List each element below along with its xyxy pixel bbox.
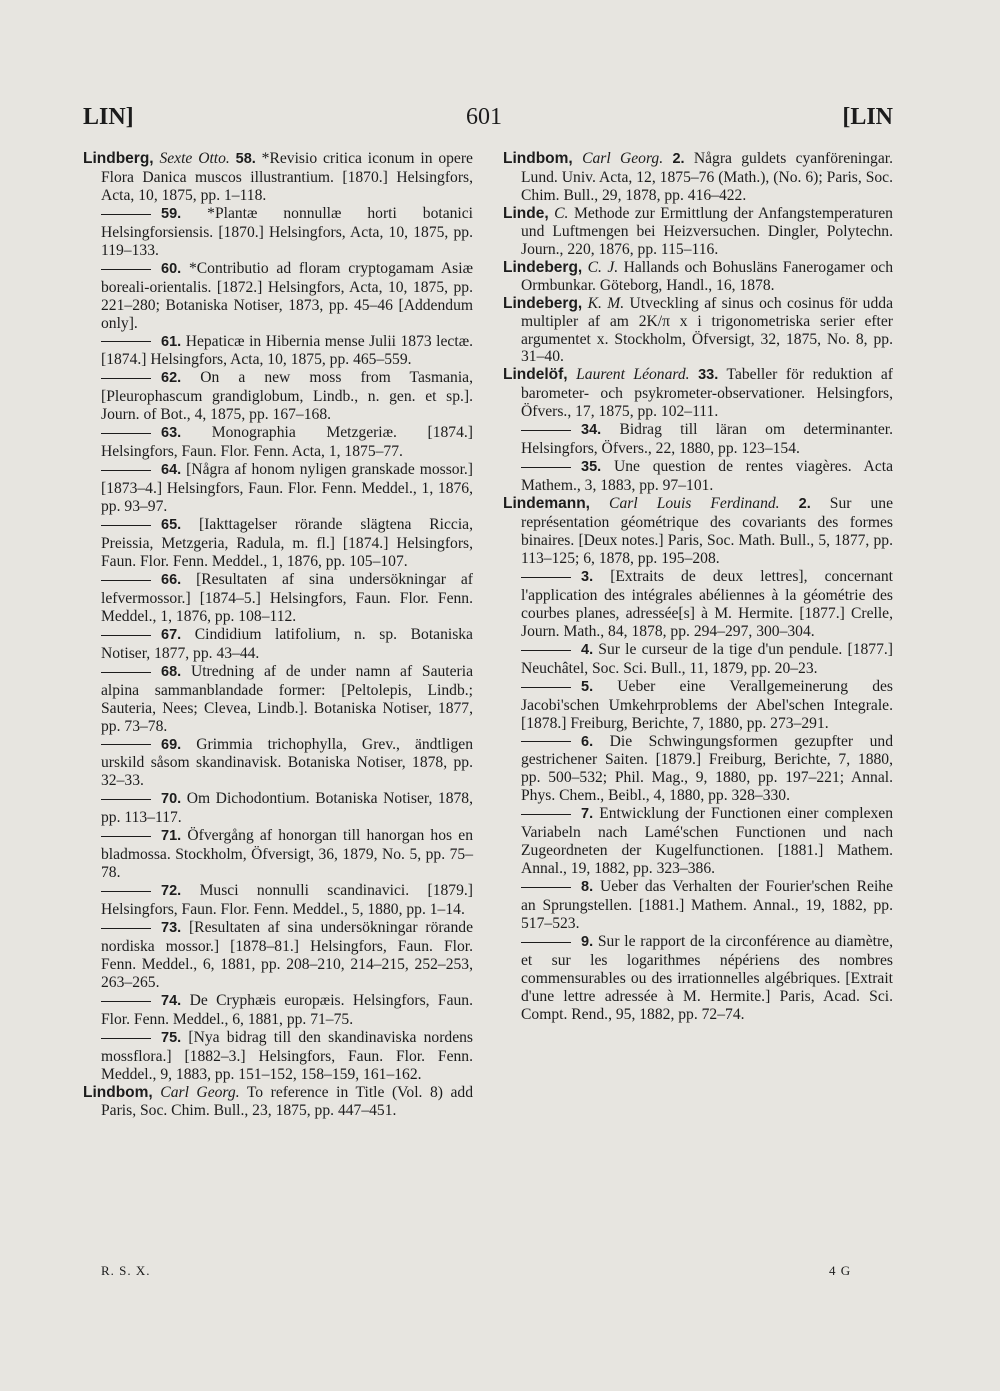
entry-text: *Revisio critica iconum in opere Flora Danica muscos illustrantium. [1870.] Helsingfors, Acta, 10, 1875, pp. 1–118. bbox=[101, 150, 473, 204]
ditto-rule bbox=[521, 430, 571, 431]
running-head-right: [LIN bbox=[842, 104, 893, 130]
author-surname: Lindeberg, bbox=[503, 258, 583, 276]
entry-number: 70. bbox=[161, 791, 182, 808]
author-entry bbox=[503, 259, 893, 295]
entry-number: 62. bbox=[161, 370, 182, 387]
entry-text: Ueber eine Verallgemeinerung des Jacobi'schen Umkehrproblems der Abel'schen Integrale. [1878.] Freiburg, Berichte, 7, 1880, pp. 273–291. bbox=[521, 677, 893, 732]
continuation-entry bbox=[83, 260, 473, 333]
entry-text: [Resultaten af sina undersökningar af lefvermossor.] [1874–5.] Helsingfors, Faun. Flor. Fenn. Meddel., 1, 1876, pp. 108–112. bbox=[101, 570, 473, 625]
entry-text: [Extraits de deux lettres], concernant l'application des intégrales abéliennes à la géométrie des courbes planes, adressée[s] à M. Hermite. [1877.] Crelle, Journ. Math., 84, 1878, pp. 294–297, 300–304. bbox=[521, 567, 893, 640]
ditto-rule bbox=[101, 580, 151, 581]
ditto-rule bbox=[521, 687, 571, 688]
continuation-entry bbox=[83, 461, 473, 516]
author-surname: Lindbom, bbox=[83, 1083, 153, 1101]
entry-text: Methode zur Ermittlung der Anfangstemperaturen und Luftmengen bei Heizversuchen. Dingler, Polytechn. Journ., 220, 1876, pp. 115–116. bbox=[521, 204, 893, 258]
continuation-entry bbox=[83, 919, 473, 992]
entry-number: 3. bbox=[581, 568, 594, 585]
gathering-mark: 4 G bbox=[829, 1263, 852, 1278]
entry-number: 7. bbox=[581, 806, 594, 823]
ditto-rule bbox=[101, 799, 151, 800]
entry-number: 67. bbox=[161, 626, 182, 643]
continuation-entry bbox=[83, 571, 473, 626]
continuation-entry bbox=[503, 678, 893, 733]
entry-text: On a new moss from Tasmania, [Pleurophascum grandiglobum, Lindb., n. gen. et sp.]. Journ. of Bot., 4, 1875, pp. 167–168. bbox=[101, 369, 473, 424]
author-entry bbox=[503, 150, 893, 205]
continuation-entry bbox=[83, 992, 473, 1029]
entry-number: 58. bbox=[235, 151, 256, 167]
entry-text: Die Schwingungsformen gezupfter und gestrichener Saiten. [1879.] Freiburg, Berichte, 7, 1880, pp. 500–532; Phil. Mag., 9, 1880, pp. 197–221; Annal. Phys. Chem., Beibl., 4, 1880, pp. 328–330. bbox=[521, 732, 893, 805]
ditto-rule bbox=[101, 928, 151, 929]
entry-text: Hallands och Bohusläns Fanerogamer och Ormbunkar. Göteborg, Handl., 16, 1878. bbox=[521, 258, 893, 294]
author-entry bbox=[83, 1084, 473, 1120]
entry-text: Sur le rapport de la circonférence au diamètre, et sur les logarithmes népériens des nombres commensurables ou des irrationnelles algébriques. [Extrait d'une lettre adressée à M. Hermite.] Paris, Acad. Sci. Compt. Rend., 95, 1882, pp. 72–74. bbox=[521, 932, 893, 1023]
continuation-entry bbox=[83, 369, 473, 424]
author-surname: Lindemann, bbox=[503, 495, 590, 513]
continuation-entry bbox=[83, 663, 473, 736]
signature-mark: R. S. X. bbox=[101, 1263, 151, 1278]
ditto-rule bbox=[521, 942, 571, 943]
continuation-entry bbox=[503, 458, 893, 495]
entry-text: De Cryphæis europæis. Helsingfors, Faun. Flor. Fenn. Meddel., 6, 1881, pp. 71–75. bbox=[101, 991, 474, 1028]
author-given-names: K. M. bbox=[587, 294, 625, 312]
ditto-rule bbox=[101, 525, 151, 526]
entry-number: 69. bbox=[161, 736, 182, 753]
ditto-rule bbox=[101, 470, 151, 471]
entry-number: 61. bbox=[161, 333, 182, 350]
entry-text: Utveckling af sinus och cosinus för udda multipler af am 2K/π x i trigonometriska serier efter argumentet x. Stockholm, Öfversigt, 32, 1875, No. 8, pp. 31–40. bbox=[521, 294, 893, 366]
author-given-names: Sexte Otto. bbox=[159, 150, 230, 167]
entry-text: Sur une représentation géométrique des covariants des formes binaires. [Deux notes.] Paris, Soc. Math. Bull., 5, 1877, pp. 113–125; 6, 1878, pp. 195–208. bbox=[521, 495, 894, 567]
ditto-rule bbox=[521, 467, 571, 468]
author-given-names: C. bbox=[554, 204, 569, 222]
ditto-rule bbox=[101, 1038, 151, 1039]
ditto-rule bbox=[101, 672, 151, 673]
author-given-names: Carl Louis Ferdinand. bbox=[609, 495, 780, 513]
entry-text: Om Dichodontium. Botaniska Notiser, 1878, pp. 113–117. bbox=[101, 790, 473, 827]
continuation-entry bbox=[503, 805, 893, 878]
entry-text: Öfvergång af honorgan till hanorgan hos en bladmossa. Stockholm, Öfversigt, 36, 1879, No. 5, pp. 75–78. bbox=[101, 827, 473, 882]
entry-number: 64. bbox=[161, 462, 182, 479]
entry-number: 2. bbox=[798, 496, 811, 513]
entry-number: 71. bbox=[161, 828, 182, 845]
page-number: 601 bbox=[466, 104, 502, 130]
entry-text: [Nya bidrag till den skandinaviska nordens mossflora.] [1882–3.] Helsingfors, Faun. Flor. Fenn. Meddel., 9, 1883, pp. 151–152, 158–159, 161–162. bbox=[101, 1028, 473, 1083]
author-surname: Lindbom, bbox=[503, 150, 573, 167]
author-surname: Lindelöf, bbox=[503, 366, 568, 384]
running-head-left: LIN] bbox=[83, 104, 134, 130]
ditto-rule bbox=[101, 378, 151, 379]
author-entry bbox=[503, 366, 893, 421]
entry-number: 8. bbox=[581, 879, 594, 896]
entry-number: 65. bbox=[161, 517, 182, 534]
entry-text: Tabeller för reduktion af barometer- och psykrometer-observationer. Helsingfors, Öfvers., 17, 1875, pp. 102–111. bbox=[521, 366, 893, 421]
entry-text: *Contributio ad floram cryptogamam Asiæ boreali-orientalis. [1872.] Helsingfors, Acta, 10, 1875, pp. 221–280; Botaniska Notiser, 1873, pp. 45–46 [Addendum only]. bbox=[101, 259, 473, 332]
entry-number: 74. bbox=[161, 992, 182, 1009]
author-entry bbox=[83, 150, 473, 205]
continuation-entry bbox=[83, 1029, 473, 1084]
entry-text: Hepaticæ in Hibernia mense Julii 1873 lectæ. [1874.] Helsingfors, Acta, 10, 1875, pp. 465–559. bbox=[101, 332, 473, 369]
entry-text: Ueber das Verhalten der Fourier'schen Reihe an Sprungstellen. [1881.] Mathem. Annal., 19, 1882, pp. 517–523. bbox=[521, 878, 893, 933]
entry-text: Bidrag till läran om determinanter. Helsingfors, Öfvers., 22, 1880, pp. 123–154. bbox=[521, 421, 893, 458]
continuation-entry bbox=[83, 790, 473, 827]
author-entry bbox=[503, 205, 893, 259]
entry-number: 35. bbox=[581, 459, 602, 476]
entry-number: 68. bbox=[161, 663, 182, 680]
entry-text: Entwicklung der Functionen einer complexen Variabeln nach Lamé'schen Functionen und nach Zugeordneten der Kugelfunctionen. [1881.] Mathem. Annal., 19, 1882, pp. 323–386. bbox=[521, 805, 894, 878]
ditto-rule bbox=[101, 433, 151, 434]
entry-text: Några guldets cyanföreningar. Lund. Univ. Acta, 12, 1875–76 (Math.), (No. 6); Paris, Soc. Chim. Bull., 29, 1878, pp. 416–422. bbox=[521, 150, 893, 204]
entry-text: Grimmia trichophylla, Grev., ändtligen urskild såsom skandinavisk. Botaniska Notiser, 1878, pp. 32–33. bbox=[101, 735, 473, 790]
ditto-rule bbox=[521, 650, 571, 651]
author-given-names: Carl Georg. bbox=[160, 1083, 240, 1101]
ditto-rule bbox=[101, 891, 151, 892]
entry-number: 66. bbox=[161, 571, 182, 588]
continuation-entry bbox=[83, 205, 473, 260]
author-surname: Linde, bbox=[503, 204, 549, 222]
continuation-entry bbox=[503, 933, 893, 1024]
author-surname: Lindeberg, bbox=[503, 294, 583, 312]
entry-number: 34. bbox=[581, 422, 602, 439]
author-given-names: C. J. bbox=[587, 258, 619, 276]
ditto-rule bbox=[521, 741, 571, 742]
ditto-rule bbox=[101, 1001, 151, 1002]
entry-number: 33. bbox=[698, 367, 719, 384]
entry-number: 2. bbox=[672, 151, 685, 167]
continuation-entry bbox=[83, 333, 473, 370]
ditto-rule bbox=[521, 577, 571, 578]
entry-number: 4. bbox=[581, 641, 594, 658]
ditto-rule bbox=[521, 814, 571, 815]
entry-number: 59. bbox=[161, 205, 182, 222]
entry-text: Une question de rentes viagères. Acta Mathem., 3, 1883, pp. 97–101. bbox=[521, 458, 893, 495]
author-entry bbox=[503, 495, 893, 568]
continuation-entry bbox=[83, 626, 473, 663]
left-column bbox=[83, 150, 473, 1120]
continuation-entry bbox=[503, 733, 893, 806]
entry-number: 72. bbox=[161, 883, 182, 900]
ditto-rule bbox=[101, 269, 151, 270]
ditto-rule bbox=[521, 887, 571, 888]
continuation-entry bbox=[83, 736, 473, 791]
entry-number: 5. bbox=[581, 678, 594, 695]
continuation-entry bbox=[503, 878, 893, 933]
entry-text: Musci nonnulli scandinavici. [1879.] Helsingfors, Faun. Flor. Fenn. Meddel., 5, 1880, pp. 1–14. bbox=[101, 882, 473, 919]
author-given-names: Laurent Léonard. bbox=[576, 366, 690, 384]
continuation-entry bbox=[503, 568, 893, 641]
continuation-entry bbox=[83, 882, 473, 919]
ditto-rule bbox=[101, 341, 151, 342]
continuation-entry bbox=[83, 424, 473, 461]
continuation-entry bbox=[83, 516, 473, 571]
entry-number: 60. bbox=[161, 260, 182, 277]
author-entry bbox=[503, 295, 893, 367]
continuation-entry bbox=[503, 421, 893, 458]
ditto-rule bbox=[101, 635, 151, 636]
entry-text: Sur le curseur de la tige d'un pendule. [1877.] Neuchâtel, Soc. Sci. Bull., 11, 1879, pp. 20–23. bbox=[521, 640, 893, 677]
ditto-rule bbox=[101, 214, 151, 215]
entry-text: [Resultaten af sina undersökningar rörande nordiska mossor.] [1878–81.] Helsingfors, Faun. Flor. Fenn. Meddel., 6, 1881, pp. 208–210, 214–215, 252–253, 263–265. bbox=[101, 919, 473, 991]
entry-number: 73. bbox=[161, 920, 182, 937]
author-surname: Lindberg, bbox=[83, 150, 154, 167]
ditto-rule bbox=[101, 744, 151, 745]
entry-number: 6. bbox=[581, 733, 594, 750]
right-column bbox=[503, 150, 893, 1024]
entry-text: Cindidium latifolium, n. sp. Botaniska Notiser, 1877, pp. 43–44. bbox=[101, 625, 473, 662]
entry-text: To reference in Title (Vol. 8) add Paris, Soc. Chim. Bull., 23, 1875, pp. 447–451. bbox=[101, 1083, 473, 1119]
entry-text: [Några af honom nyligen granskade mossor.] [1873–4.] Helsingfors, Faun. Flor. Fenn. Meddel., 1, 1876, pp. 93–97. bbox=[101, 461, 473, 516]
entry-number: 9. bbox=[581, 933, 594, 950]
entry-number: 63. bbox=[161, 425, 182, 442]
entry-text: Utredning af de under namn af Sauteria alpina sammanblandade former: [Peltolepis, Lindb.; Sauteria, Nees; Clevea, Lindb.]. Botaniska Notiser, 1877, pp. 73–78. bbox=[101, 662, 473, 735]
entry-text: *Plantæ nonnullæ horti botanici Helsingforsiensis. [1870.] Helsingfors, Acta, 10, 1875, pp. 119–133. bbox=[101, 204, 473, 259]
continuation-entry bbox=[83, 827, 473, 882]
continuation-entry bbox=[503, 641, 893, 678]
entry-text: Monographia Metzgeriæ. [1874.] Helsingfors, Faun. Flor. Fenn. Acta, 1, 1875–77. bbox=[101, 424, 473, 461]
entry-text: [Iakttagelser rörande slägtena Riccia, Preissia, Metzgeria, Radula, m. fl.] [1874.] Helsingfors, Faun. Flor. Fenn. Meddel., 1, 1876, pp. 105–107. bbox=[101, 516, 473, 570]
ditto-rule bbox=[101, 836, 151, 837]
author-given-names: Carl Georg. bbox=[582, 150, 664, 167]
entry-number: 75. bbox=[161, 1029, 182, 1046]
